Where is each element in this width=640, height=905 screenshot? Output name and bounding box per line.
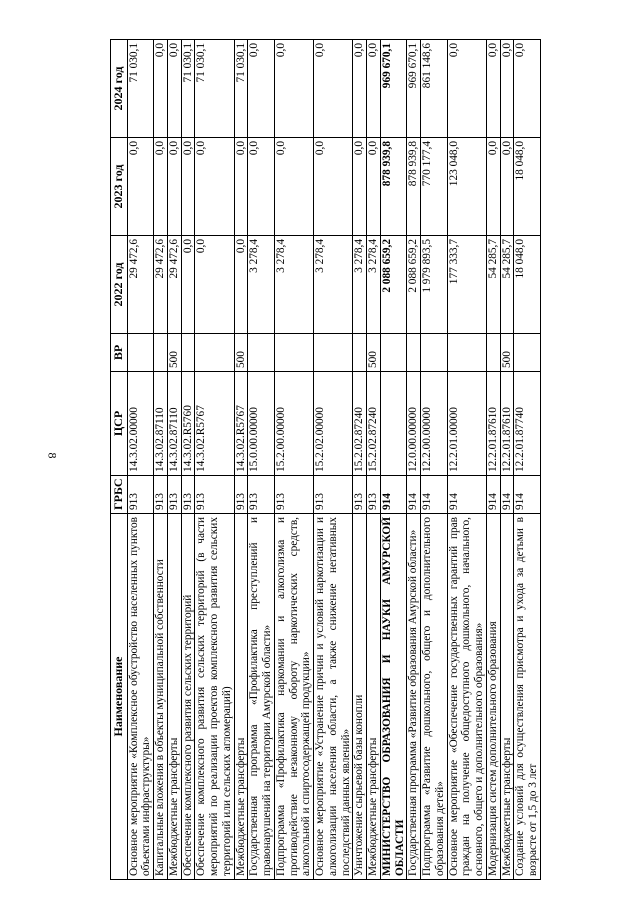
cell-2024: 0,0 [353,40,367,138]
cell-grbs: 913 [367,476,381,514]
cell-grbs: 913 [353,476,367,514]
cell-csr: 12.2.01.00000 [447,372,486,476]
cell-name: Уничтожение сырьевой базы конопли [353,514,367,880]
cell-vr [195,334,234,372]
cell-2024: 969 670,1 [380,40,407,138]
cell-grbs: 913 [314,476,353,514]
cell-2022: 29 472,6 [167,236,181,334]
cell-vr: 500 [234,334,248,372]
cell-vr [181,334,195,372]
header-2023: 2023 год [111,138,128,236]
cell-2023: 0,0 [181,138,195,236]
cell-csr: 12.0.00.00000 [407,372,421,476]
cell-2023: 0,0 [248,138,275,236]
cell-2022: 1 979 893,5 [421,236,448,334]
header-2022: 2022 год [111,236,128,334]
cell-2022: 29 472,6 [154,236,168,334]
cell-2023: 0,0 [353,138,367,236]
cell-grbs: 914 [407,476,421,514]
cell-2022: 2 088 659,2 [407,236,421,334]
table-row [380,40,407,880]
cell-csr: 14.3.02.87110 [154,372,168,476]
cell-2023: 0,0 [314,138,353,236]
cell-grbs: 914 [514,476,541,514]
cell-name: Обеспечение комплексного развития сельских территорий (в части мероприятий по реализации проектов комплексного развития сельских территорий или сельских агломераций) [195,514,234,880]
header-grbs: ГРБС [111,476,128,514]
cell-csr: 15.2.02.87240 [353,372,367,476]
cell-name: Капитальные вложения в объекты муниципальной собственности [154,514,168,880]
cell-csr [380,372,407,476]
cell-2024: 969 670,1 [407,40,421,138]
table-row [127,40,154,880]
cell-2024: 0,0 [167,40,181,138]
rotated-page [110,40,592,880]
cell-2023: 123 048,0 [447,138,486,236]
cell-2022: 3 278,4 [353,236,367,334]
cell-grbs: 913 [181,476,195,514]
table-row [314,40,353,880]
header-2024: 2024 год [111,40,128,138]
cell-2024: 0,0 [500,40,514,138]
cell-2022: 0,0 [234,236,248,334]
cell-2022: 18 048,0 [514,236,541,334]
cell-2022: 54 285,7 [486,236,500,334]
table-row [407,40,421,880]
cell-vr: 500 [500,334,514,372]
cell-vr [514,334,541,372]
cell-2023: 18 048,0 [514,138,541,236]
cell-2024: 0,0 [248,40,275,138]
cell-2022: 2 088 659,2 [380,236,407,334]
cell-name: Межбюджетные трансферты [500,514,514,880]
table-row [353,40,367,880]
cell-2023: 0,0 [234,138,248,236]
header-name: Наименование [111,514,128,880]
cell-csr: 12.2.01.87740 [514,372,541,476]
cell-grbs: 914 [421,476,448,514]
cell-2022: 3 278,4 [314,236,353,334]
cell-2023: 0,0 [486,138,500,236]
table-row [500,40,514,880]
cell-vr [486,334,500,372]
cell-2023: 0,0 [195,138,234,236]
cell-grbs: 914 [447,476,486,514]
table-row [421,40,448,880]
cell-csr: 15.2.02.00000 [314,372,353,476]
cell-grbs: 913 [248,476,275,514]
cell-csr: 12.2.01.87610 [486,372,500,476]
cell-grbs: 913 [234,476,248,514]
cell-name: Модернизация систем дополнительного образования [486,514,500,880]
cell-vr [353,334,367,372]
cell-2023: 0,0 [127,138,154,236]
cell-name: Основное мероприятие «Обеспечение государственных гарантий прав граждан на получение общедоступного дошкольного, начального, основного, общего и дополнительного образования» [447,514,486,880]
table-row [154,40,168,880]
cell-vr [274,334,313,372]
cell-2022: 3 278,4 [248,236,275,334]
cell-vr [248,334,275,372]
cell-2024: 71 030,1 [234,40,248,138]
cell-name: Основное мероприятие «Комплексное обустройство населенных пунктов объектами инфраструктуры» [127,514,154,880]
cell-name: Создание условий для осуществления присмотра и ухода за детьми в возрасте от 1,5 до 3 лет [514,514,541,880]
cell-2022: 0,0 [195,236,234,334]
cell-grbs: 913 [274,476,313,514]
cell-2024: 0,0 [274,40,313,138]
cell-2022: 29 472,6 [127,236,154,334]
cell-vr [314,334,353,372]
cell-name: Государственная программа «Развитие образования Амурской области» [407,514,421,880]
cell-2023: 770 177,4 [421,138,448,236]
cell-grbs: 914 [486,476,500,514]
cell-vr: 500 [167,334,181,372]
cell-2024: 0,0 [486,40,500,138]
cell-vr [447,334,486,372]
cell-2024: 0,0 [514,40,541,138]
table-row [248,40,275,880]
table-header-row [111,40,128,880]
table-row [181,40,195,880]
cell-2023: 878 939,8 [380,138,407,236]
table-row [274,40,313,880]
cell-2024: 71 030,1 [127,40,154,138]
cell-2024: 0,0 [154,40,168,138]
cell-2024: 71 030,1 [181,40,195,138]
landscape-content [110,40,592,880]
table-row [234,40,248,880]
cell-2024: 71 030,1 [195,40,234,138]
cell-name: Межбюджетные трансферты [367,514,381,880]
header-csr: ЦСР [111,372,128,476]
cell-grbs: 913 [195,476,234,514]
cell-vr: 500 [367,334,381,372]
cell-csr: 14.3.02.00000 [127,372,154,476]
cell-2023: 0,0 [274,138,313,236]
cell-2023: 878 939,8 [407,138,421,236]
page-number: 8 [45,452,60,459]
cell-vr [127,334,154,372]
cell-2022: 0,0 [181,236,195,334]
table-row [514,40,541,880]
cell-csr: 14.3.02.87110 [167,372,181,476]
cell-2024: 0,0 [367,40,381,138]
cell-vr [154,334,168,372]
cell-2022: 3 278,4 [274,236,313,334]
cell-csr: 15.2.00.00000 [274,372,313,476]
cell-name: Подпрограмма «Развитие дошкольного, общего и дополнительного образования детей» [421,514,448,880]
table-row [486,40,500,880]
cell-vr [421,334,448,372]
cell-csr: 15.0.00.00000 [248,372,275,476]
cell-vr [407,334,421,372]
cell-name: МИНИСТЕРСТВО ОБРАЗОВАНИЯ И НАУКИ АМУРСКОЙ ОБЛАСТИ [380,514,407,880]
cell-grbs: 913 [167,476,181,514]
cell-grbs: 914 [380,476,407,514]
cell-grbs: 913 [127,476,154,514]
budget-table [110,39,541,880]
cell-grbs: 913 [154,476,168,514]
cell-csr: 14.3.02.R5760 [181,372,195,476]
cell-2022: 3 278,4 [367,236,381,334]
cell-2023: 0,0 [154,138,168,236]
cell-name: Подпрограмма «Профилактика наркомании и алкоголизма и противодействие незаконному обороту наркотических средств, алкогольной и спиртосодержащей продукции» [274,514,313,880]
header-vr: ВР [111,334,128,372]
cell-2024: 0,0 [314,40,353,138]
cell-2022: 54 285,7 [500,236,514,334]
cell-csr: 15.2.02.87240 [367,372,381,476]
cell-name: Государственная программа «Профилактика преступлений и правонарушений на территории Амурской области» [248,514,275,880]
table-body [127,40,540,880]
cell-2022: 177 333,7 [447,236,486,334]
table-row [167,40,181,880]
table-row [367,40,381,880]
table-row [195,40,234,880]
cell-name: Обеспечение комплексного развития сельских территорий [181,514,195,880]
cell-2024: 0,0 [447,40,486,138]
table-row [447,40,486,880]
cell-name: Межбюджетные трансферты [167,514,181,880]
cell-csr: 12.2.01.87610 [500,372,514,476]
cell-2023: 0,0 [167,138,181,236]
cell-csr: 14.3.02.R5767 [195,372,234,476]
cell-csr: 12.2.00.00000 [421,372,448,476]
cell-name: Межбюджетные трансферты [234,514,248,880]
cell-2023: 0,0 [500,138,514,236]
cell-vr [380,334,407,372]
cell-2024: 861 148,6 [421,40,448,138]
cell-csr: 14.3.02.R5767 [234,372,248,476]
cell-grbs: 914 [500,476,514,514]
cell-name: Основное мероприятие «Устранение причин и условий наркотизации и алкоголизации населения области, а также снижение негативных последствий данных явлений» [314,514,353,880]
cell-2023: 0,0 [367,138,381,236]
